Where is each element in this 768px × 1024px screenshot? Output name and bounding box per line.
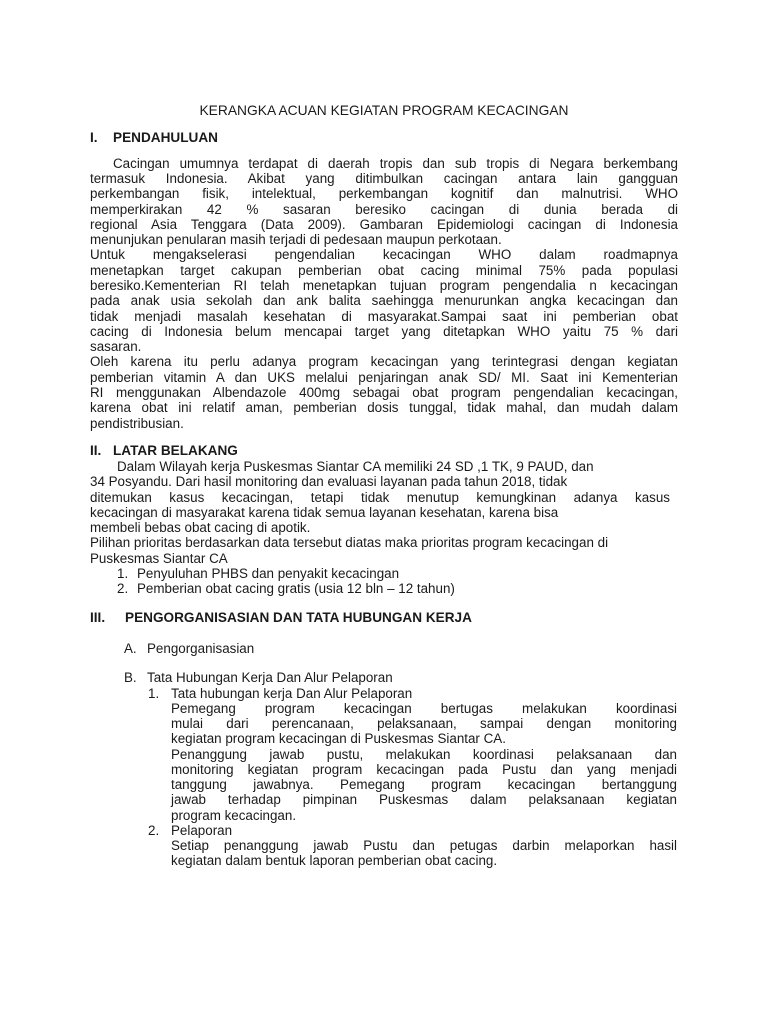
- paragraph-line: kegiatan program kecacingan di Puskesmas Siantar CA.: [171, 731, 506, 746]
- paragraph-line: monitoring kegiatan program kecacingan pada Pustu dan yang menjadi: [171, 762, 677, 777]
- paragraph-line: Cacingan umumnya terdapat di daerah tropis dan sub tropis di Negara berkembang: [113, 156, 678, 171]
- sub-a-marker: A.: [124, 641, 137, 656]
- paragraph-line: regional Asia Tenggara (Data 2009). Gambaran Epidemiologi cacingan di Indonesia: [90, 217, 678, 232]
- paragraph-line: pemberian vitamin A dan UKS melalui penjaringan anak SD/ MI. Saat ini Kementerian: [90, 370, 678, 385]
- item-1-title: Tata hubungan kerja Dan Alur Pelaporan: [171, 686, 413, 701]
- paragraph-line: cacing di Indonesia belum mencapai target yang ditetapkan WHO yaitu 75 % dari: [90, 324, 678, 339]
- paragraph-line: membeli bebas obat cacing di apotik.: [90, 520, 311, 535]
- list-item: Pemberian obat cacing gratis (usia 12 bln – 12 tahun): [137, 581, 455, 596]
- paragraph-line: Puskesmas Siantar CA: [90, 551, 228, 566]
- paragraph-line: mulai dari perencanaan, pelaksanaan, sampai dengan monitoring: [171, 716, 677, 731]
- section-2-heading: LATAR BELAKANG: [113, 443, 238, 458]
- paragraph-line: pada anak usia sekolah dan ank balita saehingga menurunkan angka kecacingan dan: [90, 293, 678, 308]
- paragraph-line: menetapkan target cakupan pemberian obat cacing minimal 75% pada populasi: [90, 263, 678, 278]
- sub-a-text: Pengorganisasian: [147, 641, 255, 656]
- paragraph-line: tanggung jawabnya. Pemegang program kecacingan bertanggung: [171, 777, 677, 792]
- paragraph-line: Untuk mengakselerasi pengendalian kecacingan WHO dalam roadmapnya: [90, 247, 678, 262]
- section-1-number: I.: [90, 130, 98, 145]
- item-1-marker: 1.: [148, 686, 160, 701]
- list-marker: 1.: [117, 566, 129, 581]
- paragraph-line: sasaran.: [90, 339, 142, 354]
- document-title: KERANGKA ACUAN KEGIATAN PROGRAM KECACINGAN: [199, 103, 569, 118]
- item-2-title: Pelaporan: [171, 823, 233, 838]
- paragraph-line: Penanggung jawab pustu, melakukan koordinasi pelaksanaan dan: [171, 747, 677, 762]
- paragraph-line: Dalam Wilayah kerja Puskesmas Siantar CA memiliki 24 SD ,1 TK, 9 PAUD, dan: [117, 459, 594, 474]
- sub-b-text: Tata Hubungan Kerja Dan Alur Pelaporan: [147, 670, 393, 685]
- list-item: Penyuluhan PHBS dan penyakit kecacingan: [137, 566, 400, 581]
- paragraph-line: karena obat ini relatif aman, pemberian dosis tunggal, tidak mahal, dan mudah dalam: [90, 400, 678, 415]
- paragraph-line: kecacingan di masyarakat karena tidak semua layanan kesehatan, karena bisa: [90, 505, 559, 520]
- paragraph-line: Oleh karena itu perlu adanya program kecacingan yang terintegrasi dengan kegiatan: [90, 354, 678, 369]
- paragraph-line: kegiatan dalam bentuk laporan pemberian obat cacing.: [171, 853, 498, 868]
- paragraph-line: program kecacingan.: [171, 808, 297, 823]
- paragraph-line: menunjukan penularan masih terjadi di pedesaan maupun perkotaan.: [90, 232, 502, 247]
- paragraph-line: perkembangan fisik, intelektual, perkembangan kognitif dan malnutrisi. WHO: [90, 186, 678, 201]
- paragraph-line: Pilihan prioritas berdasarkan data tersebut diatas maka prioritas program kecacingan di: [90, 535, 609, 550]
- paragraph-line: pendistribusian.: [90, 416, 184, 431]
- paragraph-line: jawab terhadap pimpinan Puskesmas dalam pelaksanaan kegiatan: [171, 792, 677, 807]
- item-2-marker: 2.: [148, 823, 160, 838]
- paragraph-line: Pemegang program kecacingan bertugas melakukan koordinasi: [171, 701, 677, 716]
- sub-b-marker: B.: [124, 670, 137, 685]
- section-3-heading: PENGORGANISASIAN DAN TATA HUBUNGAN KERJA: [125, 610, 472, 625]
- paragraph-line: ditemukan kasus kecacingan, tetapi tidak menutup kemungkinan adanya kasus: [90, 490, 670, 505]
- section-3-number: III.: [90, 610, 106, 625]
- paragraph-line: memperkirakan 42 % sasaran beresiko cacingan di dunia berada di: [90, 202, 678, 217]
- paragraph-line: 34 Posyandu. Dari hasil monitoring dan evaluasi layanan pada tahun 2018, tidak: [90, 474, 568, 489]
- paragraph-line: tidak menjadi masalah kesehatan di masyarakat.Sampai saat ini pemberian obat: [90, 309, 678, 324]
- section-2-number: II.: [90, 443, 102, 458]
- paragraph-line: Setiap penanggung jawab Pustu dan petugas darbin melaporkan hasil: [171, 838, 677, 853]
- paragraph-line: RI menggunakan Albendazole 400mg sebagai obat program pengendalian kecacingan,: [90, 385, 678, 400]
- section-1-heading: PENDAHULUAN: [113, 130, 218, 145]
- paragraph-line: beresiko.Kementerian RI telah menetapkan tujuan program pengendalia n kecacingan: [90, 278, 678, 293]
- list-marker: 2.: [117, 581, 129, 596]
- paragraph-line: termasuk Indonesia. Akibat yang ditimbulkan cacingan antara lain gangguan: [90, 171, 678, 186]
